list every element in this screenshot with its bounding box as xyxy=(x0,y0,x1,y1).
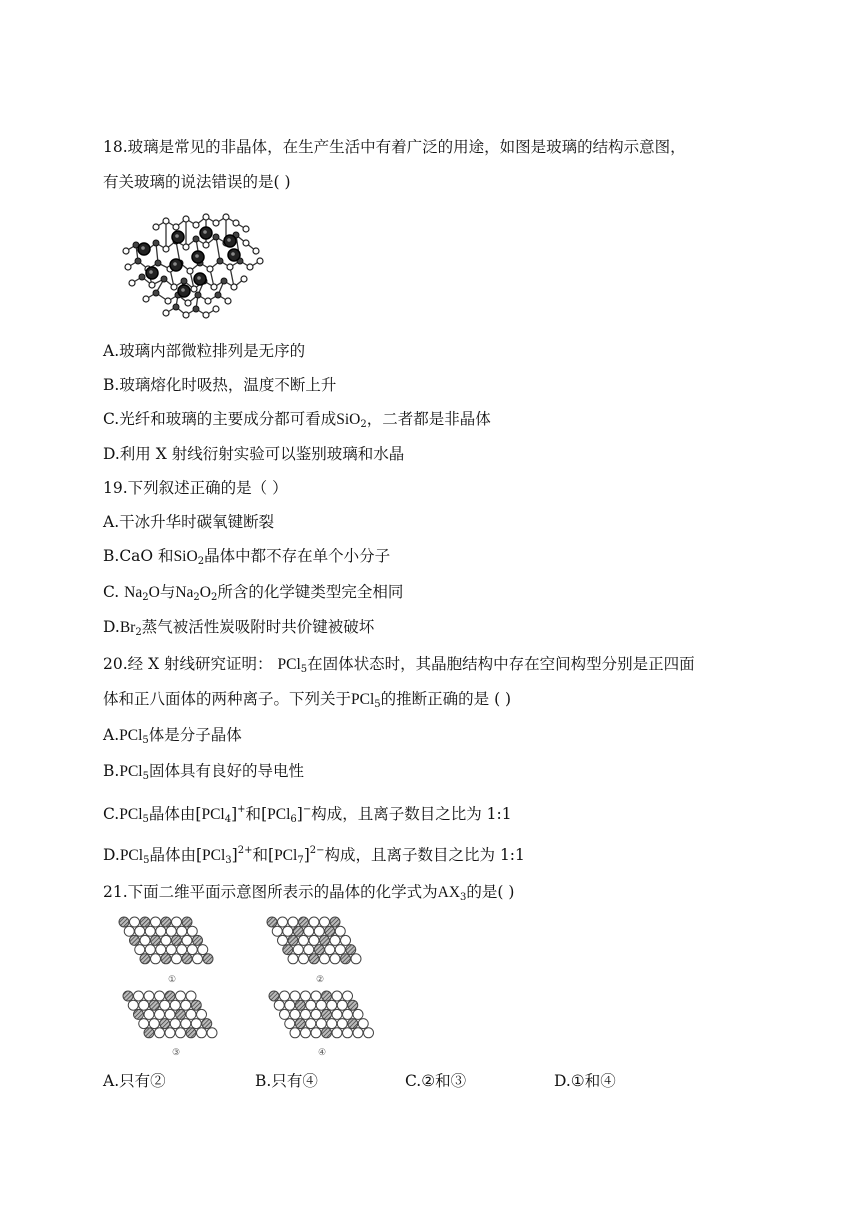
lattice-1-atom xyxy=(124,926,134,936)
lattice-4-atom xyxy=(290,991,300,1001)
q20-option-c-ion2-charge: − xyxy=(302,804,312,815)
q20-stem-line1-subscript: 5 xyxy=(300,664,308,675)
lattice-3-atom xyxy=(134,991,144,1001)
q20-option-d-ion1: PCl xyxy=(202,847,226,864)
lattice-4-atom xyxy=(301,1028,311,1038)
lattice-2-atom xyxy=(341,954,351,964)
lattice-4-atom xyxy=(348,1000,358,1010)
lattice-4-atom xyxy=(295,1000,305,1010)
lattice-4-atom xyxy=(280,1009,290,1019)
lattice-2-atom xyxy=(278,917,288,927)
lattice-4-atom xyxy=(285,1019,295,1029)
lattice-4-atom xyxy=(364,1028,374,1038)
figure-label-3: ③ xyxy=(171,1048,181,1058)
q20-stem-line2-pre: 体和正八面体的两种离子。下列关于 xyxy=(103,690,352,708)
lattice-4-atom xyxy=(322,1028,332,1038)
lattice-1-atom xyxy=(130,917,140,927)
q20-option-c-ion1-subscript: 4 xyxy=(224,814,232,825)
q19-option-b-formula: SiO xyxy=(173,548,198,565)
lattice-4-atom xyxy=(322,991,332,1001)
lattice-3-atom xyxy=(144,991,154,1001)
lattice-3-atom xyxy=(149,1019,159,1029)
lattice-1-atom xyxy=(193,954,203,964)
q18-option-c-text-post: ，二者都是非晶体 xyxy=(366,410,491,428)
lattice-2-atom xyxy=(351,954,361,964)
lattice-3-atom xyxy=(139,1019,149,1029)
q19-option-d-text-pre: D. xyxy=(103,618,120,636)
lattice-1-atom xyxy=(151,954,161,964)
q19-option-c-text-pre: C. xyxy=(103,583,120,601)
lattice-2-atom xyxy=(293,945,303,955)
lattice-1-atom xyxy=(156,926,166,936)
q20-option-c-subscript: 5 xyxy=(142,814,149,825)
lattice-4-atom xyxy=(343,991,353,1001)
lattice-1-atom xyxy=(172,917,182,927)
lattice-3-atom xyxy=(186,1009,196,1019)
q18-option-d[interactable]: D.利用 X 射线衍射实验可以鉴别玻璃和水晶 xyxy=(103,445,405,463)
q20-option-c-formula: PCl xyxy=(119,806,143,823)
lattice-2-atom xyxy=(283,926,293,936)
lattice-1-atom xyxy=(177,926,187,936)
lattice-4-atom xyxy=(348,1019,358,1029)
q19-option-c-formula2-subscript: 2 xyxy=(193,592,200,603)
lattice-4-atom xyxy=(269,991,279,1001)
lattice-2-atom xyxy=(320,917,330,927)
lattice-4-atom xyxy=(358,1019,368,1029)
q20-option-b-subscript: 5 xyxy=(142,771,149,782)
lattice-4-atom xyxy=(285,1000,295,1010)
q18-option-c-text-pre: C.光纤和玻璃的主要成分都可看成 xyxy=(103,410,337,428)
lattice-3-atom xyxy=(191,1019,201,1029)
lattice-4-atom xyxy=(290,1009,300,1019)
lattice-1-atom xyxy=(161,954,171,964)
lattice-4-atom xyxy=(295,1019,305,1029)
lattice-2-atom xyxy=(288,917,298,927)
q19-stem: 19.下列叙述正确的是（ ） xyxy=(103,479,288,497)
q19-option-b-text-pre: B.CaO 和 xyxy=(103,547,174,565)
lattice-3-atom xyxy=(207,1028,217,1038)
lattice-2-atom xyxy=(346,945,356,955)
figure-label-4: ④ xyxy=(317,1048,327,1058)
lattice-1-atom xyxy=(140,954,150,964)
q19-option-c-formula1-tail: O xyxy=(148,584,160,601)
q20-option-a-post: 体是分子晶体 xyxy=(148,726,242,744)
lattice-4-atom xyxy=(343,1028,353,1038)
q21-stem-formula: AX xyxy=(437,884,461,901)
lattice-1-atom xyxy=(182,935,192,945)
q21-option-b[interactable]: B.只有④ xyxy=(255,1072,318,1090)
q20-option-c-pre: C. xyxy=(103,805,120,823)
q20-option-b[interactable] xyxy=(103,760,304,788)
lattice-1-atom xyxy=(177,945,187,955)
q20-option-d-mid1: 晶体由 xyxy=(149,846,196,864)
q20-option-c-post: 构成，且离子数目之比为 1:1 xyxy=(311,805,512,823)
q18-option-a[interactable]: A.玻璃内部微粒排列是无序的 xyxy=(103,342,306,360)
lattice-3-atom xyxy=(160,1000,170,1010)
q20-option-a-pre: A. xyxy=(103,726,120,744)
q20-option-d-pre: D. xyxy=(103,846,120,864)
lattice-2-atom xyxy=(335,945,345,955)
lattice-4-atom xyxy=(353,1009,363,1019)
q19-option-c-formula2-mid: O xyxy=(199,584,211,601)
lattice-2-atom xyxy=(309,935,319,945)
lattice-2-atom xyxy=(299,917,309,927)
lattice-3-atom xyxy=(170,1000,180,1010)
lattice-2-atom xyxy=(320,954,330,964)
lattice-1-atom xyxy=(145,926,155,936)
lattice-1-atom xyxy=(187,926,197,936)
lattice-4-atom xyxy=(301,991,311,1001)
lattice-1-atom xyxy=(166,926,176,936)
lattice-3-atom xyxy=(155,1009,165,1019)
q20-stem-line2-subscript: 5 xyxy=(374,699,381,710)
q19-option-c[interactable] xyxy=(103,581,403,609)
lattice-2-atom xyxy=(325,926,335,936)
q20-option-d-ion2-charge: 2− xyxy=(309,845,325,856)
q20-option-a-formula: PCl xyxy=(119,727,143,744)
lattice-2-atom xyxy=(309,954,319,964)
lattice-4-atom xyxy=(332,991,342,1001)
lattice-1-atom xyxy=(187,945,197,955)
q20-stem-line1-formula: PCl xyxy=(277,656,301,673)
lattice-4-atom xyxy=(337,1019,347,1029)
lattice-3-atom xyxy=(144,1009,154,1019)
lattice-1-atom xyxy=(182,917,192,927)
q21-stem-subscript: 3 xyxy=(460,892,467,903)
figure-label-1: ① xyxy=(167,975,177,985)
q20-stem-line2 xyxy=(103,688,511,716)
q18-option-c-subscript: 2 xyxy=(360,419,367,430)
lattice-4-atom xyxy=(332,1028,342,1038)
q20-option-a[interactable] xyxy=(103,724,242,752)
lattice-2-atom xyxy=(309,917,319,927)
lattice-3-atom xyxy=(128,1000,138,1010)
lattice-1-atom xyxy=(151,935,161,945)
lattice-3-atom xyxy=(181,1000,191,1010)
q19-option-d-formula: Br xyxy=(119,619,136,636)
lattice-2-atom xyxy=(278,935,288,945)
q20-option-d-ion2: PCl xyxy=(274,847,298,864)
q19-option-b-text-post: 晶体中都不存在单个小分子 xyxy=(204,547,391,565)
lattice-1-atom xyxy=(135,926,145,936)
lattice-3-atom xyxy=(176,991,186,1001)
lattice-2-atom xyxy=(304,945,314,955)
q20-option-d[interactable]: D.PCl$_5$晶体由$[PCl_3]^{2+}$和$[PCl_7]^{2-}$构成，且离子数目之比为 1:1 xyxy=(103,845,525,866)
q20-stem-line1-post: 在固体状态时，其晶胞结构中存在空间构型分别是正四面 xyxy=(307,655,695,673)
q20-stem-line1 xyxy=(103,653,695,681)
q21-option-d[interactable]: D.①和④ xyxy=(554,1072,616,1090)
lattice-2-atom xyxy=(330,954,340,964)
lattice-3-atom xyxy=(170,1019,180,1029)
q20-option-d-ion1-charge: 2+ xyxy=(237,845,253,856)
q18-option-b[interactable]: B.玻璃熔化时吸热，温度不断上升 xyxy=(103,376,337,394)
lattice-1-atom xyxy=(145,945,155,955)
lattice-1-atom xyxy=(161,917,171,927)
lattice-2-atom xyxy=(330,917,340,927)
q19-option-c-formula2: Na xyxy=(175,584,194,601)
q20-option-c-ion1-charge: + xyxy=(237,804,246,815)
lattice-4-atom xyxy=(316,1019,326,1029)
lattice-2-atom xyxy=(288,935,298,945)
q20-option-d-ion2-subscript: 7 xyxy=(297,855,304,866)
lattice-4-atom xyxy=(337,1000,347,1010)
q21-option-a[interactable]: A.只有② xyxy=(103,1072,166,1090)
lattice-3-atom xyxy=(165,1028,175,1038)
q20-option-c[interactable]: C.PCl$_5$晶体由[PCl$_4$]+和[PCl$_6$]−构成，且离子数目之比为 1:1 xyxy=(103,804,512,825)
lattice-2-atom xyxy=(325,945,335,955)
q20-option-b-formula: PCl xyxy=(119,763,143,780)
lattice-4-atom xyxy=(306,1000,316,1010)
q18-stem-line1: 18.玻璃是常见的非晶体，在生产生活中有着广泛的用途，如图是玻璃的结构示意图， xyxy=(103,138,686,156)
lattice-3-atom xyxy=(160,1019,170,1029)
lattice-3-atom xyxy=(139,1000,149,1010)
q20-option-c-ion2: PCl xyxy=(267,806,291,823)
q19-option-c-formula2-subscript2: 2 xyxy=(211,592,218,603)
glass-structure-figure xyxy=(112,203,270,327)
q19-option-d[interactable] xyxy=(103,616,374,644)
q20-option-d-formula: PCl xyxy=(119,847,144,864)
q20-option-d-post: 构成，且离子数目之比为 1:1 xyxy=(324,846,525,864)
lattice-4-atom xyxy=(343,1009,353,1019)
lattice-3-atom xyxy=(123,991,133,1001)
lattice-3-atom xyxy=(186,991,196,1001)
lattice-2-atom xyxy=(314,945,324,955)
q20-stem-line2-post: 的推断正确的是 ( ) xyxy=(380,690,512,708)
q18-stem-line2: 有关玻璃的说法错误的是( ) xyxy=(103,173,291,191)
lattice-3-atom xyxy=(144,1028,154,1038)
lattice-1-atom xyxy=(172,954,182,964)
lattice-2-atom xyxy=(335,926,345,936)
lattice-3-atom xyxy=(149,1000,159,1010)
lattice-2-atom xyxy=(330,935,340,945)
q20-option-b-post: 固体具有良好的导电性 xyxy=(148,762,304,780)
lattice-4-atom xyxy=(311,1028,321,1038)
q19-option-b[interactable] xyxy=(103,545,390,573)
lattice-3-atom xyxy=(197,1009,207,1019)
q21-option-c[interactable]: C.②和③ xyxy=(405,1072,467,1090)
lattice-2-atom xyxy=(314,926,324,936)
q19-option-a[interactable]: A.干冰升华时碳氧键断裂 xyxy=(103,513,275,531)
q19-option-c-formula1: Na xyxy=(124,584,143,601)
lattice-3-atom xyxy=(155,991,165,1001)
q21-stem-post: 的是( ) xyxy=(466,883,515,901)
lattice-4-atom xyxy=(274,1000,284,1010)
lattice-2-atom xyxy=(293,926,303,936)
lattice-1-atom xyxy=(172,935,182,945)
q21-stem-pre: 21.下面二维平面示意图所表示的晶体的化学式为 xyxy=(103,883,438,901)
lattice-4-atom xyxy=(327,1000,337,1010)
q19-option-b-subscript: 2 xyxy=(197,556,205,567)
lattice-1-atom xyxy=(198,945,208,955)
lattice-1-atom xyxy=(135,945,145,955)
q20-stem-line1-pre: 20.经 X 射线研究证明： xyxy=(103,655,273,673)
lattice-4-atom xyxy=(311,991,321,1001)
q20-option-b-pre: B. xyxy=(103,762,120,780)
lattice-4-atom xyxy=(280,991,290,1001)
q20-option-d-ion1-subscript: 3 xyxy=(225,855,232,866)
lattice-1-atom xyxy=(119,917,129,927)
lattice-3-atom xyxy=(134,1009,144,1019)
lattice-1-atom xyxy=(182,954,192,964)
lattice-2-atom xyxy=(272,926,282,936)
q18-option-c-formula: SiO xyxy=(336,411,361,428)
lattice-1-atom xyxy=(166,945,176,955)
lattice-4-atom xyxy=(332,1009,342,1019)
lattice-4-atom xyxy=(327,1019,337,1029)
lattice-3-atom xyxy=(186,1028,196,1038)
lattice-3-atom xyxy=(197,1028,207,1038)
lattice-2-atom xyxy=(267,917,277,927)
lattice-4-atom xyxy=(316,1000,326,1010)
q21-stem xyxy=(103,881,514,909)
lattice-2-atom xyxy=(283,945,293,955)
lattice-1-atom xyxy=(151,917,161,927)
lattice-2-atom xyxy=(320,935,330,945)
lattice-3-atom xyxy=(176,1009,186,1019)
q19-option-d-subscript: 2 xyxy=(135,627,142,638)
q20-stem-line2-formula: PCl xyxy=(351,691,375,708)
lattice-1-atom xyxy=(140,917,150,927)
lattice-3-atom xyxy=(191,1000,201,1010)
lattice-3-atom xyxy=(176,1028,186,1038)
lattice-1-atom xyxy=(130,935,140,945)
q20-option-a-subscript: 5 xyxy=(142,735,149,746)
lattice-2-atom xyxy=(288,954,298,964)
lattice-1-atom xyxy=(203,954,213,964)
q18-option-c[interactable] xyxy=(103,408,491,436)
q19-option-c-text-mid: 与 xyxy=(159,583,176,601)
lattice-1-atom xyxy=(140,935,150,945)
lattice-4-atom xyxy=(353,1028,363,1038)
lattice-3-atom xyxy=(181,1019,191,1029)
lattice-3-atom xyxy=(202,1019,212,1029)
q20-option-c-ion2-subscript: 6 xyxy=(290,814,297,825)
q20-option-d-and: 和 xyxy=(252,846,268,864)
lattice-2-atom xyxy=(299,954,309,964)
q19-option-c-text-post: 所含的化学键类型完全相同 xyxy=(217,583,404,601)
lattice-4-atom xyxy=(301,1009,311,1019)
lattice-4-atom xyxy=(306,1019,316,1029)
lattice-3-atom xyxy=(165,1009,175,1019)
lattice-4-atom xyxy=(290,1028,300,1038)
q20-option-c-and: 和 xyxy=(245,805,262,823)
lattice-figures xyxy=(110,910,390,1062)
lattice-4-atom xyxy=(311,1009,321,1019)
lattice-2-atom xyxy=(304,926,314,936)
q19-option-c-formula1-subscript: 2 xyxy=(142,592,149,603)
lattice-4-atom xyxy=(322,1009,332,1019)
lattice-1-atom xyxy=(156,945,166,955)
figure-label-2: ② xyxy=(315,975,325,985)
lattice-3-atom xyxy=(155,1028,165,1038)
q20-option-d-subscript: 5 xyxy=(143,855,150,866)
lattice-3-atom xyxy=(165,991,175,1001)
lattice-1-atom xyxy=(161,935,171,945)
q19-option-d-text-post: 蒸气被活性炭吸附时共价键被破坏 xyxy=(141,618,375,636)
lattice-1-atom xyxy=(193,935,203,945)
lattice-2-atom xyxy=(341,935,351,945)
q20-option-c-mid1: 晶体由 xyxy=(148,805,196,823)
lattice-2-atom xyxy=(299,935,309,945)
q20-option-c-ion1: PCl xyxy=(201,806,225,823)
